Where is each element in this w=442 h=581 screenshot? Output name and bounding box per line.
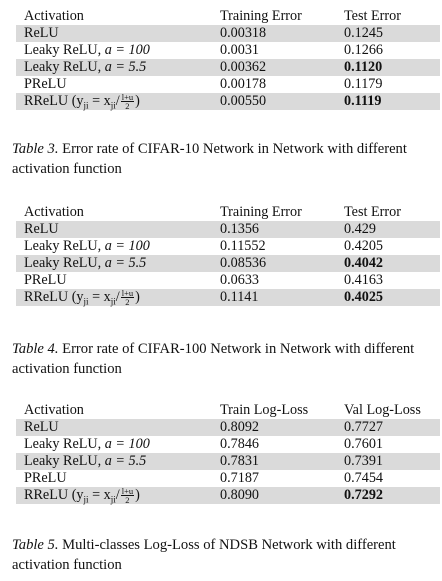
value-cell	[336, 76, 440, 93]
table-4-label: Table 4.	[12, 341, 59, 357]
value-text: 0.1141	[220, 289, 259, 306]
activation-label: ReLU	[24, 221, 59, 238]
table-row	[16, 76, 440, 93]
formula-slash: /	[115, 486, 120, 503]
formula-numerator: l+u	[121, 288, 134, 298]
table-4-caption-text: Error rate of CIFAR-100 Network in Network with different activation function	[12, 341, 415, 377]
value-text: 0.00362	[220, 59, 267, 76]
table-row	[16, 419, 440, 436]
table-row	[16, 289, 440, 306]
table-row	[16, 221, 440, 238]
activation-cell	[16, 289, 212, 306]
value-text: 0.7391	[344, 453, 384, 470]
activation-label: Leaky ReLU,	[24, 238, 105, 255]
activation-cell	[16, 470, 212, 487]
value-cell	[212, 93, 336, 110]
value-cell	[212, 289, 336, 306]
table-3	[16, 8, 440, 110]
value-cell	[212, 221, 336, 238]
formula-eq: = x	[88, 486, 111, 503]
activation-param: a = 5.5	[104, 255, 147, 272]
value-text: 0.00550	[220, 93, 267, 110]
activation-label: ReLU	[24, 419, 59, 436]
activation-label: Leaky ReLU,	[24, 255, 105, 272]
value-cell	[212, 453, 336, 470]
activation-param: a = 100	[104, 436, 150, 453]
value-text: 0.1119	[344, 93, 382, 110]
value-text: 0.7187	[220, 470, 260, 487]
value-cell	[212, 470, 336, 487]
value-text: 0.8092	[220, 419, 260, 436]
activation-label: RReLU	[24, 486, 72, 503]
column-header: Activation	[24, 8, 84, 25]
column-header: Train Log-Loss	[220, 402, 309, 419]
value-cell	[336, 221, 440, 238]
formula-sub-ji: ji	[83, 494, 89, 505]
activation-label: RReLU	[24, 92, 72, 109]
value-text: 0.7727	[344, 419, 384, 436]
value-cell	[336, 487, 440, 504]
activation-label: Leaky ReLU,	[24, 453, 105, 470]
activation-label: PReLU	[24, 272, 67, 289]
value-text: 0.0633	[220, 272, 260, 289]
table-row	[16, 255, 440, 272]
activation-label: PReLU	[24, 76, 67, 93]
value-text: 0.1356	[220, 221, 260, 238]
formula-fraction	[121, 487, 134, 504]
formula-fraction	[121, 93, 134, 110]
table-header-row	[16, 8, 440, 25]
activation-cell	[16, 93, 212, 110]
value-text: 0.7292	[344, 487, 384, 504]
column-header: Activation	[24, 204, 84, 221]
value-cell	[212, 487, 336, 504]
activation-cell	[16, 255, 212, 272]
value-text: 0.429	[344, 221, 376, 238]
value-cell	[336, 25, 440, 42]
table-3-caption-text: Error rate of CIFAR-10 Network in Network with different activation function	[12, 141, 407, 177]
activation-cell	[16, 42, 212, 59]
value-cell	[212, 419, 336, 436]
formula-denominator: 2	[125, 297, 130, 307]
column-header: Training Error	[220, 204, 302, 221]
value-text: 0.4205	[344, 238, 384, 255]
value-cell	[212, 42, 336, 59]
activation-param: a = 100	[104, 238, 150, 255]
value-text: 0.7831	[220, 453, 260, 470]
value-text: 0.8090	[220, 487, 260, 504]
activation-cell	[16, 272, 212, 289]
value-cell	[336, 255, 440, 272]
table-row	[16, 453, 440, 470]
formula-numerator: l+u	[121, 92, 134, 102]
activation-cell	[16, 76, 212, 93]
activation-cell	[16, 436, 212, 453]
value-text: 0.0031	[220, 42, 260, 59]
activation-param: a = 100	[104, 42, 150, 59]
value-text: 0.7454	[344, 470, 384, 487]
formula-slash: /	[115, 92, 120, 109]
activation-label: ReLU	[24, 25, 59, 42]
table-5	[16, 402, 440, 504]
table-row	[16, 238, 440, 255]
value-cell	[336, 470, 440, 487]
value-cell	[336, 238, 440, 255]
table-header-row	[16, 402, 440, 419]
value-cell	[336, 289, 440, 306]
activation-cell	[16, 59, 212, 76]
table-5-caption-text: Multi-classes Log-Loss of NDSB Network with different activation function	[12, 537, 396, 573]
value-cell	[212, 59, 336, 76]
formula-eq: = x	[88, 288, 111, 305]
table-5-label: Table 5.	[12, 537, 59, 553]
formula-denominator: 2	[125, 495, 130, 505]
value-text: 0.00318	[220, 25, 267, 42]
table-row	[16, 93, 440, 110]
formula-fraction	[121, 289, 134, 306]
table-4-caption	[12, 339, 432, 379]
activation-cell	[16, 453, 212, 470]
value-text: 0.1266	[344, 42, 384, 59]
value-cell	[336, 272, 440, 289]
value-cell	[336, 59, 440, 76]
activation-cell	[16, 487, 212, 504]
activation-cell	[16, 25, 212, 42]
value-cell	[336, 93, 440, 110]
activation-label: PReLU	[24, 470, 67, 487]
formula-sub-ji: ji	[110, 494, 116, 505]
activation-label: Leaky ReLU,	[24, 436, 105, 453]
table-row	[16, 42, 440, 59]
formula-eq: = x	[88, 92, 111, 109]
value-cell	[336, 436, 440, 453]
table-3-caption	[12, 139, 432, 179]
table-row	[16, 436, 440, 453]
formula-open: (y	[71, 92, 84, 109]
column-header: Training Error	[220, 8, 302, 25]
activation-label: RReLU	[24, 288, 72, 305]
formula-sub-ji: ji	[83, 296, 89, 307]
column-header: Test Error	[344, 204, 401, 221]
value-cell	[212, 25, 336, 42]
table-4	[16, 204, 440, 306]
activation-label: Leaky ReLU,	[24, 59, 105, 76]
value-text: 0.1179	[344, 76, 383, 93]
formula-open: (y	[71, 288, 84, 305]
value-text: 0.1245	[344, 25, 384, 42]
value-text: 0.00178	[220, 76, 267, 93]
value-text: 0.4025	[344, 289, 384, 306]
value-cell	[212, 436, 336, 453]
table-row	[16, 59, 440, 76]
value-cell	[336, 453, 440, 470]
table-row	[16, 487, 440, 504]
activation-cell	[16, 238, 212, 255]
value-cell	[212, 238, 336, 255]
value-text: 0.08536	[220, 255, 267, 272]
table-row	[16, 25, 440, 42]
value-cell	[336, 42, 440, 59]
value-text: 0.1120	[344, 59, 383, 76]
value-cell	[212, 76, 336, 93]
activation-cell	[16, 221, 212, 238]
formula-close: )	[135, 486, 140, 503]
formula-close: )	[135, 288, 140, 305]
activation-param: a = 5.5	[104, 453, 147, 470]
value-cell	[212, 272, 336, 289]
value-cell	[336, 419, 440, 436]
formula-sub-ji: ji	[110, 296, 116, 307]
formula-close: )	[135, 92, 140, 109]
table-5-caption	[12, 535, 432, 575]
value-text: 0.11552	[220, 238, 266, 255]
table-row	[16, 272, 440, 289]
formula-sub-ji: ji	[110, 100, 116, 111]
activation-param: a = 5.5	[104, 59, 147, 76]
value-cell	[212, 255, 336, 272]
formula-numerator: l+u	[121, 486, 134, 496]
column-header: Activation	[24, 402, 84, 419]
value-text: 0.7601	[344, 436, 384, 453]
value-text: 0.4042	[344, 255, 384, 272]
formula-open: (y	[71, 486, 84, 503]
value-text: 0.7846	[220, 436, 260, 453]
activation-cell	[16, 419, 212, 436]
value-text: 0.4163	[344, 272, 384, 289]
formula-sub-ji: ji	[83, 100, 89, 111]
table-row	[16, 470, 440, 487]
column-header: Val Log-Loss	[344, 402, 421, 419]
table-3-label: Table 3.	[12, 141, 59, 157]
formula-denominator: 2	[125, 101, 130, 111]
table-header-row	[16, 204, 440, 221]
activation-label: Leaky ReLU,	[24, 42, 105, 59]
formula-slash: /	[115, 288, 120, 305]
column-header: Test Error	[344, 8, 401, 25]
